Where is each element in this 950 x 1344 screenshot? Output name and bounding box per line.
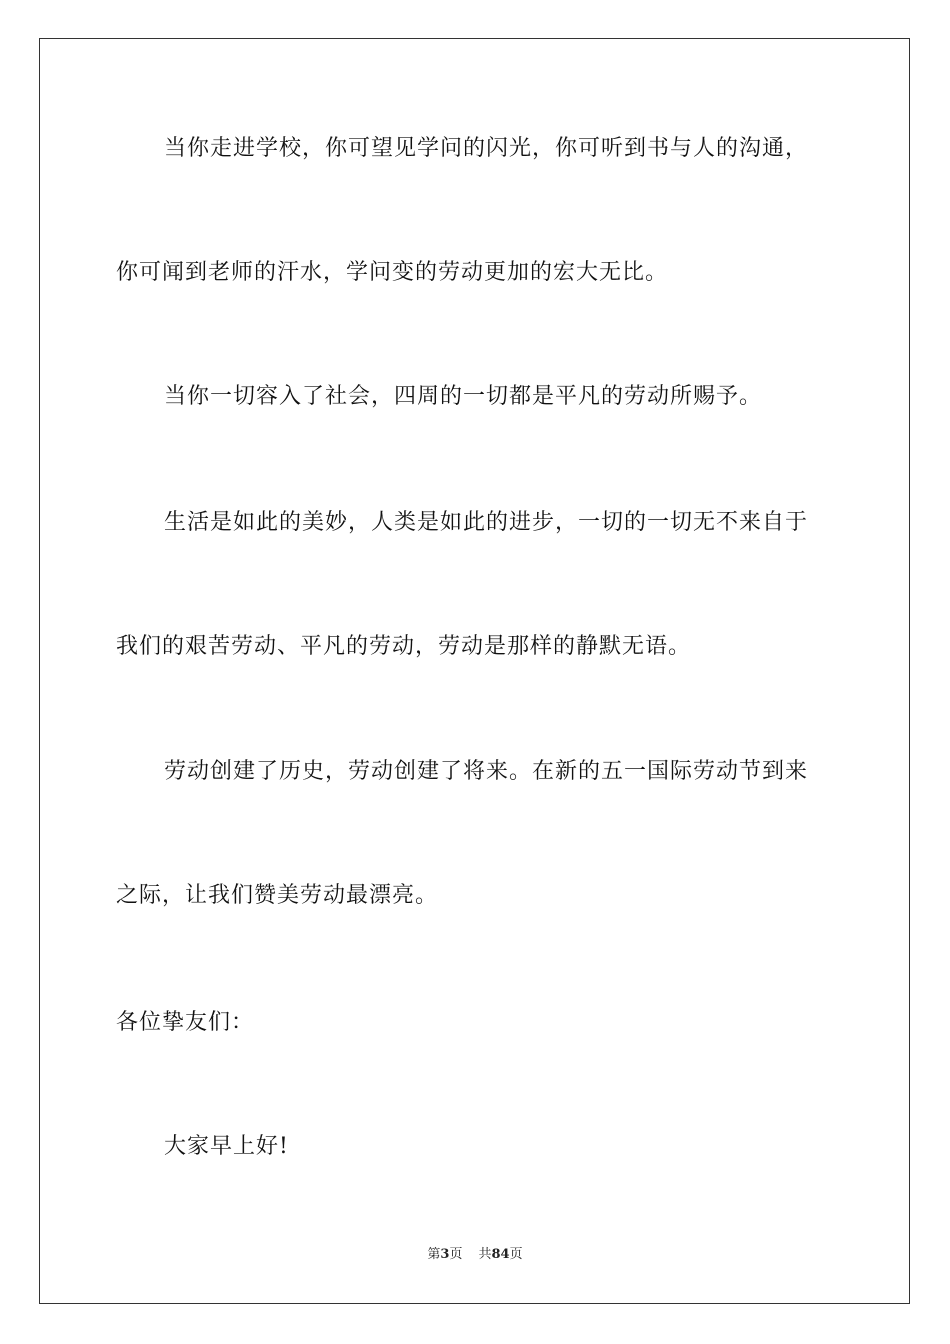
page-number: 3	[440, 1247, 450, 1262]
paragraph-line-5: 我们的艰苦劳动、平凡的劳动，劳动是那样的静默无语。	[116, 634, 692, 659]
total-pages: 84	[491, 1247, 510, 1262]
page-prefix: 第	[427, 1247, 441, 1262]
page-suffix: 页	[449, 1247, 463, 1262]
page-border	[39, 38, 910, 1304]
paragraph-line-4: 生活是如此的美妙，人类是如此的进步，一切的一切无不来自于	[164, 510, 809, 535]
total-prefix: 共	[478, 1247, 492, 1262]
paragraph-line-3: 当你一切容入了社会，四周的一切都是平凡的劳动所赐予。	[164, 384, 763, 409]
greeting-line: 各位挚友们：	[116, 1010, 255, 1035]
paragraph-line-2: 你可闻到老师的汗水，学问变的劳动更加的宏大无比。	[116, 260, 669, 285]
paragraph-line-7: 之际，让我们赞美劳动最漂亮。	[116, 883, 439, 908]
paragraph-line-1: 当你走进学校，你可望见学问的闪光，你可听到书与人的沟通，	[164, 136, 809, 161]
page-footer	[0, 1246, 950, 1264]
paragraph-line-6: 劳动创建了历史，劳动创建了将来。在新的五一国际劳动节到来	[164, 759, 809, 784]
salutation-line: 大家早上好!	[164, 1134, 289, 1159]
total-suffix: 页	[509, 1247, 523, 1262]
